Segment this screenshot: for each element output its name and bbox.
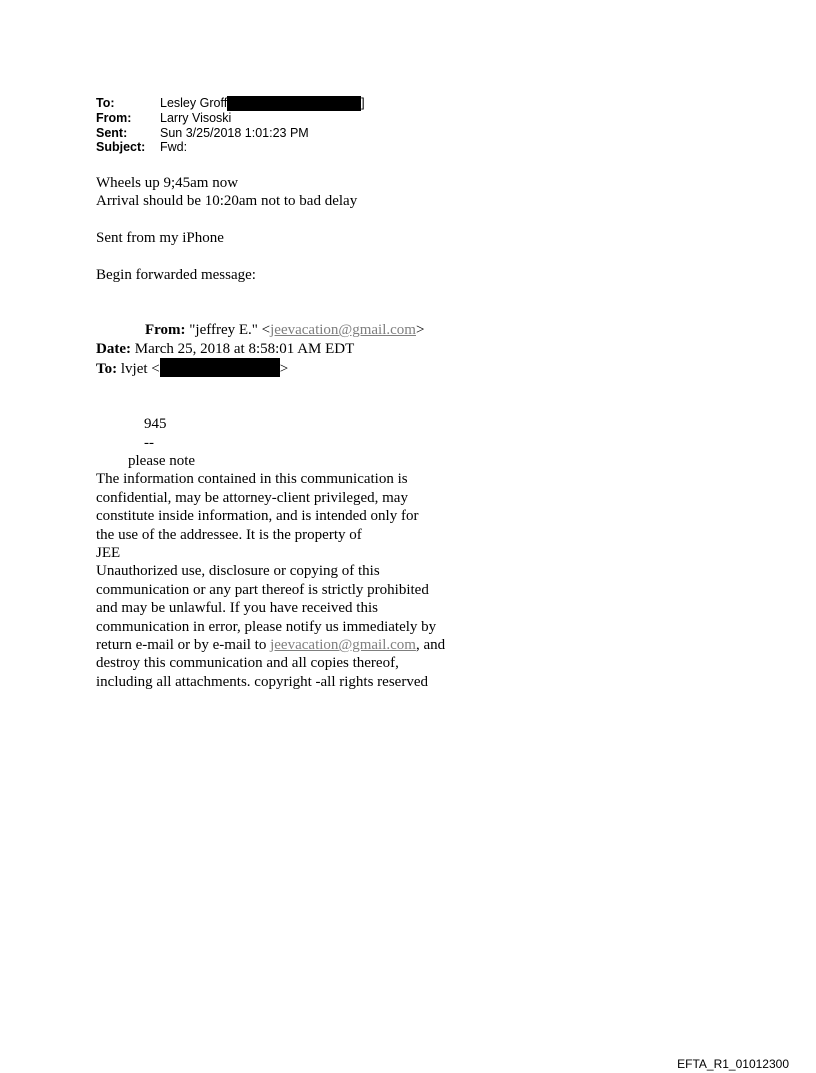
header-to-row (96, 96, 365, 111)
signature-separator: -- (144, 434, 154, 451)
header-subject-row (96, 140, 365, 155)
disclaimer-text: return e-mail or by e-mail to (96, 637, 271, 654)
disclaimer-line: communication in error, please notify us immediately by (96, 618, 437, 635)
forwarded-from-email-link[interactable]: jeevacation@gmail.com (270, 322, 416, 339)
subject-label: Subject: (96, 140, 146, 154)
forwarded-date-line (96, 340, 445, 358)
disclaimer-email-link[interactable]: jeevacation@gmail.com (270, 637, 416, 654)
disclaimer-line: destroy this communication and all copies thereof, (96, 655, 399, 672)
email-body (96, 174, 445, 691)
forwarded-from-line (96, 321, 445, 339)
forward-intro: Begin forwarded message: (96, 267, 256, 283)
header-from-row (96, 111, 365, 126)
forwarded-to-close: > (279, 361, 289, 377)
forwarded-to-line (96, 358, 445, 378)
disclaimer-line (96, 636, 445, 654)
disclaimer-text: , and (415, 637, 446, 654)
email-header (96, 96, 365, 155)
to-value: Lesley Groff (160, 96, 228, 110)
forwarded-from-close: > (415, 322, 425, 339)
disclaimer-line: JEE (96, 545, 121, 562)
sent-value: Sun 3/25/2018 1:01:23 PM (160, 125, 309, 140)
body-line-2: Arrival should be 10:20am not to bad delay (96, 193, 358, 210)
disclaimer-line: the use of the addressee. It is the property of (96, 526, 362, 543)
disclaimer-line: communication or any part thereof is strictly prohibited (96, 581, 429, 598)
forwarded-from-name: "jeffrey E." < (189, 322, 271, 339)
please-note: please note (128, 453, 196, 469)
from-value: Larry Visoski (160, 111, 232, 125)
to-label: To: (96, 96, 115, 110)
body-line-1: Wheels up 9;45am now (96, 175, 239, 191)
header-sent-row (96, 126, 365, 141)
redaction-box (227, 96, 361, 111)
bates-number: EFTA_R1_01012300 (677, 1057, 789, 1071)
forwarded-message: 945 (144, 416, 167, 433)
disclaimer-line: including all attachments. copyright -all rights reserved (96, 673, 428, 690)
disclaimer-line: The information contained in this communication is (96, 471, 408, 488)
disclaimer-line: confidential, may be attorney-client privileged, may (96, 489, 408, 506)
disclaimer-line: and may be unlawful. If you have received this (96, 600, 378, 617)
disclaimer-line: constitute inside information, and is intended only for (96, 508, 419, 525)
forwarded-to-value: lvjet < (120, 361, 160, 377)
disclaimer-line: Unauthorized use, disclosure or copying of this (96, 563, 380, 580)
sent-label: Sent: (96, 125, 128, 140)
signature: Sent from my iPhone (96, 230, 224, 247)
forwarded-date-label: Date: (96, 340, 131, 357)
forwarded-date-value: March 25, 2018 at 8:58:01 AM EDT (134, 340, 355, 357)
subject-value: Fwd: (160, 140, 188, 154)
from-label: From: (96, 111, 132, 125)
to-close: ] (361, 96, 365, 110)
forwarded-to-label: To: (96, 361, 118, 377)
redaction-box (160, 358, 280, 377)
forwarded-from-label: From: (145, 322, 186, 339)
